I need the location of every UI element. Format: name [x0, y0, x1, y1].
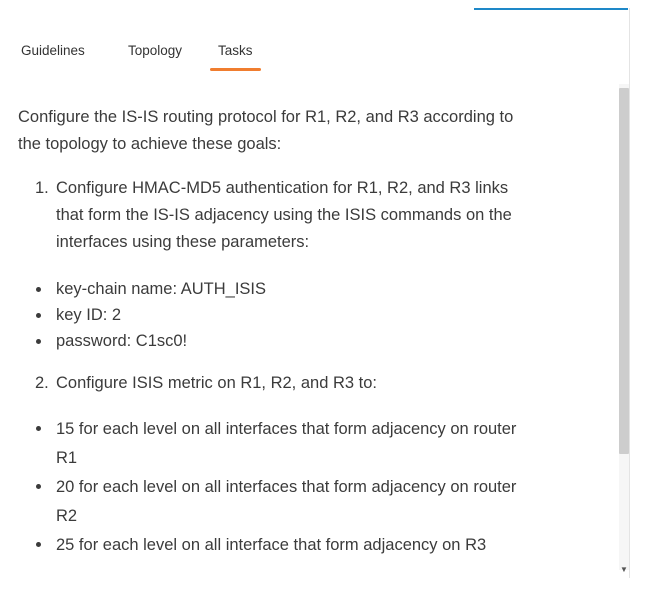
bullet-icon [36, 484, 41, 489]
task-item-line: Configure HMAC-MD5 authentication for R1, R2, and R3 links [56, 179, 509, 197]
list-item [18, 531, 610, 560]
list-item [18, 473, 610, 531]
bullet-icon [36, 313, 41, 318]
top-accent-line [474, 8, 628, 10]
task-number: 2. [35, 374, 49, 392]
tab-topology[interactable]: Topology [128, 43, 183, 58]
task-item-line: that form the IS-IS adjacency using the ISIS commands on the [56, 206, 512, 224]
task-content [18, 104, 610, 560]
task-number: 1. [35, 179, 49, 197]
metric-list [18, 415, 610, 560]
list-item [18, 415, 610, 473]
list-item [18, 302, 610, 328]
intro-paragraph [18, 104, 610, 158]
scrollbar-thumb[interactable] [619, 88, 629, 454]
tab-bar [0, 40, 630, 74]
metric-text: R1 [56, 449, 78, 467]
list-item [18, 328, 610, 354]
task-item-line: interfaces using these parameters: [56, 233, 310, 251]
metric-text: 15 for each level on all interfaces that form adjacency on router [56, 420, 517, 438]
bullet-icon [36, 542, 41, 547]
metric-text: 25 for each level on all interface that form adjacency on R3 [56, 536, 487, 554]
bullet-icon [36, 339, 41, 344]
intro-line: Configure the IS-IS routing protocol for R1, R2, and R3 according to [18, 108, 514, 126]
param-text: key-chain name: AUTH_ISIS [56, 280, 267, 298]
bullet-icon [36, 287, 41, 292]
tab-guidelines[interactable]: Guidelines [21, 43, 85, 58]
metric-text: 20 for each level on all interfaces that form adjacency on router [56, 478, 517, 496]
bullet-icon [36, 426, 41, 431]
task-item-2 [18, 370, 610, 397]
panel-border [629, 8, 630, 578]
list-item [18, 276, 610, 302]
task-item-1 [18, 175, 610, 256]
auth-parameters-list [18, 276, 610, 354]
param-text: password: C1sc0! [56, 332, 188, 350]
scroll-down-icon[interactable]: ▼ [620, 565, 628, 574]
task-item-line: Configure ISIS metric on R1, R2, and R3 to: [56, 374, 377, 392]
metric-text: R2 [56, 507, 78, 525]
param-text: key ID: 2 [56, 306, 122, 324]
tab-tasks[interactable]: Tasks [218, 43, 253, 58]
intro-line: the topology to achieve these goals: [18, 135, 282, 153]
